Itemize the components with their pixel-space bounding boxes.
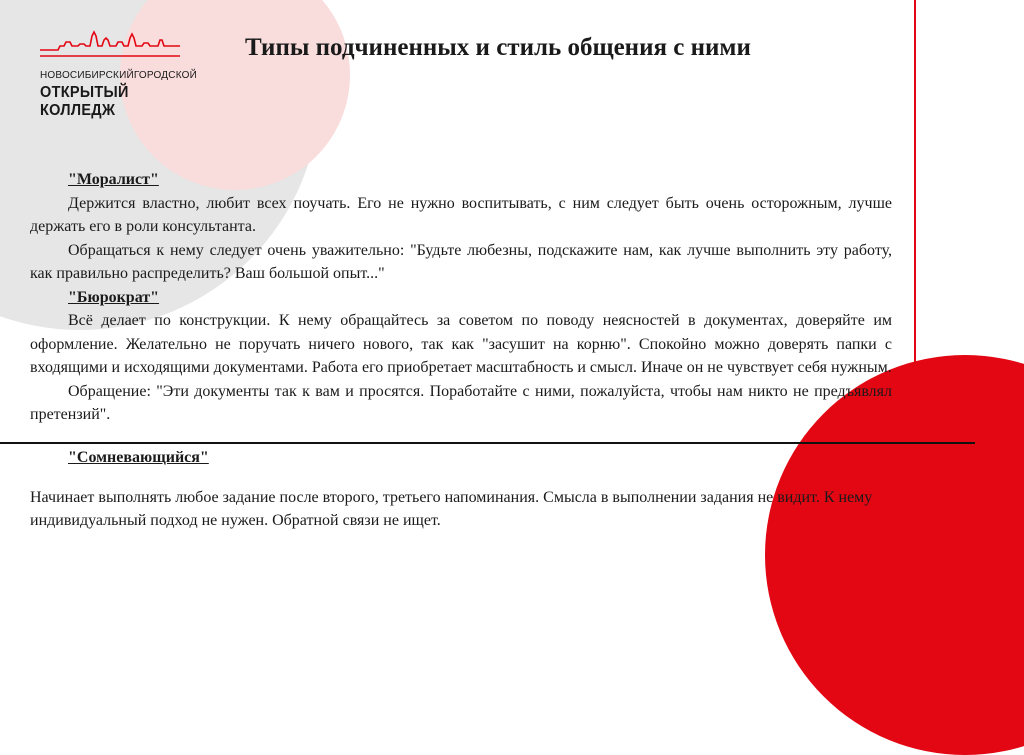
content-body-doubter	[30, 446, 892, 549]
logo-subtitle	[40, 70, 197, 81]
section-heading-moralist: "Моралист"	[68, 171, 159, 188]
page-title: Типы подчиненных и стиль общения с ними	[245, 34, 751, 61]
logo-city: НОВОСИБИРСКИЙ	[40, 70, 134, 81]
section-heading-bureaucrat: "Бюрократ"	[68, 288, 160, 306]
content-body	[30, 168, 892, 427]
decor-vertical-line	[914, 0, 916, 470]
section-heading-doubter: "Сомневающийся"	[68, 449, 209, 466]
bureaucrat-paragraph-1: Всё делает по конструкции. К нему обращайтесь за советом по поводу неясностей в документах, доверяйте им оформление. Желательно не поручать ничего нового, так как "засушит на корню". Спокойно можно доверять папки с входящими и исходящими документами. Работа его приобретает масштабность и смысл. Иначе он не чувствует себя нужным.	[30, 312, 892, 376]
moralist-paragraph-2: Обращаться к нему следует очень уважительно: "Будьте любезны, подскажите нам, как лучше выполнить эту работу, как правильно распределить? Ваш большой опыт..."	[30, 241, 892, 282]
college-logo	[40, 28, 197, 120]
logo-name: ОТКРЫТЫЙ КОЛЛЕДЖ	[40, 84, 129, 120]
skyline-icon	[40, 28, 180, 68]
moralist-paragraph-1: Держится властно, любит всех поучать. Его не нужно воспитывать, с ним следует быть очень осторожным, лучше держать его в роли консультанта.	[30, 194, 892, 235]
logo-type: ГОРОДСКОЙ	[133, 70, 197, 81]
decor-horizontal-line	[0, 442, 975, 444]
bureaucrat-paragraph-2: Обращение: "Эти документы так к вам и просятся. Поработайте с ними, пожалуйста, чтобы нам никто не предъявлял претензий".	[30, 382, 892, 423]
doubter-paragraph-1: Начинает выполнять любое задание после второго, третьего напоминания. Смысла в выполнении задания не видит. К нему индивидуальный подход не нужен. Обратной связи не ищет.	[30, 488, 873, 529]
